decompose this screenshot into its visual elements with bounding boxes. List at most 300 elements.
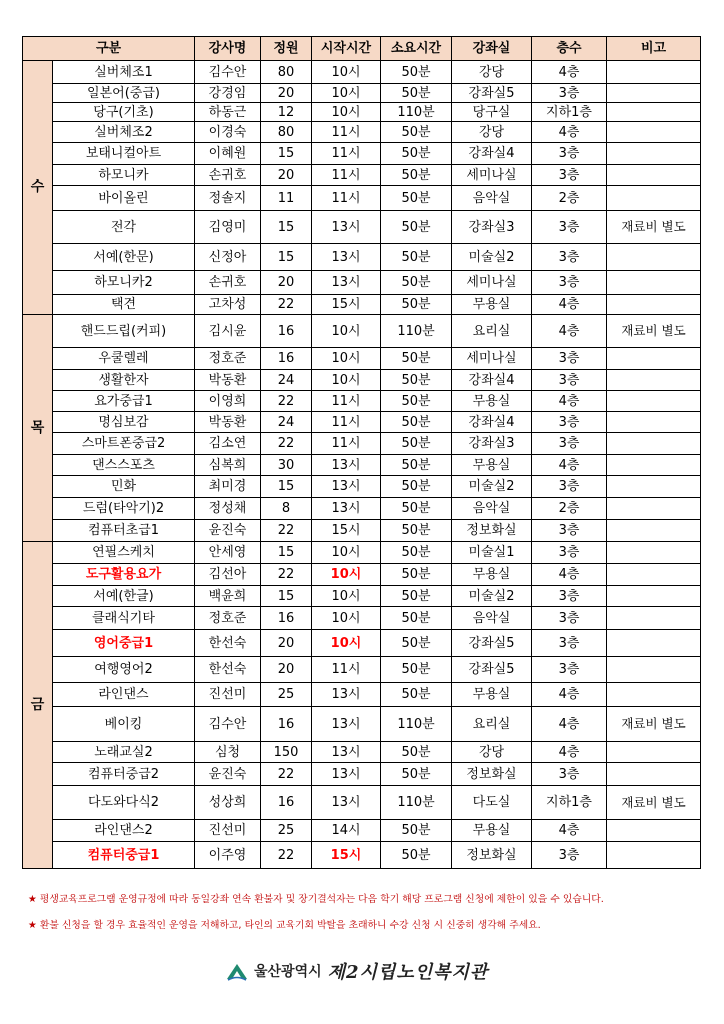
room-cell: 세미나실 — [452, 348, 532, 370]
capacity-cell: 20 — [261, 84, 312, 103]
start-time-cell: 13시 — [312, 271, 381, 295]
room-cell: 요리실 — [452, 315, 532, 348]
start-time-cell: 15시 — [312, 842, 381, 869]
floor-cell: 4층 — [532, 315, 607, 348]
room-cell: 강좌실4 — [452, 370, 532, 391]
teacher-cell: 백윤희 — [195, 586, 261, 607]
capacity-cell: 15 — [261, 211, 312, 244]
floor-cell: 4층 — [532, 742, 607, 763]
table-row — [23, 391, 701, 412]
class-name-cell: 댄스스포츠 — [53, 455, 195, 476]
capacity-cell: 15 — [261, 476, 312, 498]
room-cell: 강좌실4 — [452, 412, 532, 433]
header-floor: 층수 — [532, 37, 607, 61]
start-time-cell: 10시 — [312, 607, 381, 630]
start-time-cell: 11시 — [312, 433, 381, 455]
capacity-cell: 16 — [261, 707, 312, 742]
note-cell — [607, 84, 701, 103]
duration-cell: 50분 — [381, 295, 452, 315]
header-capacity: 정원 — [261, 37, 312, 61]
floor-cell: 3층 — [532, 520, 607, 542]
room-cell: 음악실 — [452, 186, 532, 211]
start-time-cell: 10시 — [312, 84, 381, 103]
start-time-cell: 15시 — [312, 295, 381, 315]
floor-cell: 3층 — [532, 586, 607, 607]
table-row — [23, 244, 701, 271]
room-cell: 미술실2 — [452, 244, 532, 271]
teacher-cell: 하동근 — [195, 103, 261, 122]
table-row — [23, 455, 701, 476]
room-cell: 무용실 — [452, 564, 532, 586]
header-room: 강좌실 — [452, 37, 532, 61]
floor-cell: 4층 — [532, 683, 607, 707]
note-cell: 재료비 별도 — [607, 786, 701, 820]
duration-cell: 50분 — [381, 122, 452, 143]
class-name-cell: 클래식기타 — [53, 607, 195, 630]
table-row — [23, 295, 701, 315]
class-name-cell: 요가중급1 — [53, 391, 195, 412]
mountain-logo-icon — [226, 961, 248, 981]
capacity-cell: 15 — [261, 244, 312, 271]
footer — [226, 958, 488, 984]
floor-cell: 4층 — [532, 455, 607, 476]
capacity-cell: 16 — [261, 786, 312, 820]
floor-cell: 4층 — [532, 391, 607, 412]
note-cell — [607, 763, 701, 786]
teacher-cell: 강경임 — [195, 84, 261, 103]
note-cell — [607, 122, 701, 143]
class-name-cell: 실버체조1 — [53, 61, 195, 84]
schedule-body — [23, 61, 701, 869]
capacity-cell: 24 — [261, 412, 312, 433]
start-time-cell: 13시 — [312, 498, 381, 520]
room-cell: 세미나실 — [452, 271, 532, 295]
teacher-cell: 정호준 — [195, 348, 261, 370]
table-row — [23, 433, 701, 455]
duration-cell: 50분 — [381, 742, 452, 763]
room-cell: 음악실 — [452, 607, 532, 630]
teacher-cell: 김시윤 — [195, 315, 261, 348]
duration-cell: 50분 — [381, 348, 452, 370]
class-name-cell: 하모니카2 — [53, 271, 195, 295]
table-row — [23, 315, 701, 348]
start-time-cell: 10시 — [312, 564, 381, 586]
note-cell — [607, 244, 701, 271]
room-cell: 강좌실3 — [452, 211, 532, 244]
floor-cell: 지하1층 — [532, 786, 607, 820]
floor-cell: 3층 — [532, 476, 607, 498]
day-label: 목 — [23, 315, 53, 542]
floor-cell: 3층 — [532, 412, 607, 433]
floor-cell: 3층 — [532, 607, 607, 630]
teacher-cell: 고차성 — [195, 295, 261, 315]
capacity-cell: 25 — [261, 683, 312, 707]
capacity-cell: 25 — [261, 820, 312, 842]
class-name-cell: 컴퓨터초급1 — [53, 520, 195, 542]
duration-cell: 50분 — [381, 271, 452, 295]
floor-cell: 3층 — [532, 84, 607, 103]
start-time-cell: 13시 — [312, 707, 381, 742]
duration-cell: 50분 — [381, 630, 452, 657]
capacity-cell: 16 — [261, 607, 312, 630]
start-time-cell: 11시 — [312, 391, 381, 412]
duration-cell: 50분 — [381, 498, 452, 520]
table-row — [23, 412, 701, 433]
room-cell: 무용실 — [452, 820, 532, 842]
capacity-cell: 22 — [261, 295, 312, 315]
capacity-cell: 15 — [261, 542, 312, 564]
note-cell — [607, 433, 701, 455]
duration-cell: 50분 — [381, 211, 452, 244]
start-time-cell: 13시 — [312, 455, 381, 476]
note-cell — [607, 165, 701, 186]
floor-cell: 4층 — [532, 295, 607, 315]
note-cell — [607, 607, 701, 630]
capacity-cell: 150 — [261, 742, 312, 763]
note-cell — [607, 370, 701, 391]
class-name-cell: 라인댄스2 — [53, 820, 195, 842]
table-row — [23, 348, 701, 370]
start-time-cell: 11시 — [312, 657, 381, 683]
capacity-cell: 22 — [261, 433, 312, 455]
floor-cell: 3층 — [532, 244, 607, 271]
class-name-cell: 베이킹 — [53, 707, 195, 742]
duration-cell: 50분 — [381, 244, 452, 271]
duration-cell: 50분 — [381, 165, 452, 186]
teacher-cell: 심복희 — [195, 455, 261, 476]
duration-cell: 50분 — [381, 370, 452, 391]
class-name-cell: 노래교실2 — [53, 742, 195, 763]
class-name-cell: 도구활용요가 — [53, 564, 195, 586]
floor-cell: 2층 — [532, 186, 607, 211]
table-row — [23, 542, 701, 564]
teacher-cell: 이경숙 — [195, 122, 261, 143]
table-row — [23, 657, 701, 683]
start-time-cell: 13시 — [312, 211, 381, 244]
room-cell: 세미나실 — [452, 165, 532, 186]
note-cell — [607, 498, 701, 520]
note-cell: 재료비 별도 — [607, 315, 701, 348]
capacity-cell: 8 — [261, 498, 312, 520]
note-cell — [607, 657, 701, 683]
teacher-cell: 심청 — [195, 742, 261, 763]
teacher-cell: 정호준 — [195, 607, 261, 630]
duration-cell: 50분 — [381, 542, 452, 564]
teacher-cell: 박동환 — [195, 412, 261, 433]
room-cell: 강좌실4 — [452, 143, 532, 165]
floor-cell: 3층 — [532, 842, 607, 869]
teacher-cell: 손귀호 — [195, 165, 261, 186]
table-row — [23, 143, 701, 165]
floor-cell: 4층 — [532, 707, 607, 742]
footer-org-name: 제2시립노인복지관 — [327, 962, 489, 983]
room-cell: 무용실 — [452, 455, 532, 476]
capacity-cell: 20 — [261, 657, 312, 683]
table-row — [23, 630, 701, 657]
note-cell — [607, 348, 701, 370]
note-cell — [607, 295, 701, 315]
teacher-cell: 이혜원 — [195, 143, 261, 165]
class-name-cell: 전각 — [53, 211, 195, 244]
start-time-cell: 13시 — [312, 786, 381, 820]
duration-cell: 50분 — [381, 412, 452, 433]
duration-cell: 110분 — [381, 786, 452, 820]
room-cell: 미술실2 — [452, 586, 532, 607]
room-cell: 미술실2 — [452, 476, 532, 498]
room-cell: 강좌실5 — [452, 630, 532, 657]
teacher-cell: 정성채 — [195, 498, 261, 520]
start-time-cell: 15시 — [312, 520, 381, 542]
duration-cell: 50분 — [381, 820, 452, 842]
class-name-cell: 서예(한글) — [53, 586, 195, 607]
start-time-cell: 10시 — [312, 542, 381, 564]
teacher-cell: 손귀호 — [195, 271, 261, 295]
class-name-cell: 택견 — [53, 295, 195, 315]
room-cell: 음악실 — [452, 498, 532, 520]
notice-section — [28, 893, 718, 945]
start-time-cell: 14시 — [312, 820, 381, 842]
day-label: 수 — [23, 61, 53, 315]
table-row — [23, 271, 701, 295]
duration-cell: 50분 — [381, 657, 452, 683]
table-row — [23, 84, 701, 103]
floor-cell: 3층 — [532, 271, 607, 295]
room-cell: 정보화실 — [452, 763, 532, 786]
class-name-cell: 스마트폰중급2 — [53, 433, 195, 455]
floor-cell: 3층 — [532, 630, 607, 657]
start-time-cell: 11시 — [312, 143, 381, 165]
start-time-cell: 10시 — [312, 61, 381, 84]
room-cell: 강좌실5 — [452, 657, 532, 683]
start-time-cell: 10시 — [312, 370, 381, 391]
class-name-cell: 여행영어2 — [53, 657, 195, 683]
duration-cell: 50분 — [381, 433, 452, 455]
table-row — [23, 103, 701, 122]
note-cell — [607, 842, 701, 869]
teacher-cell: 진선미 — [195, 683, 261, 707]
teacher-cell: 김선아 — [195, 564, 261, 586]
teacher-cell: 김소연 — [195, 433, 261, 455]
start-time-cell: 11시 — [312, 122, 381, 143]
note-cell — [607, 742, 701, 763]
class-name-cell: 컴퓨터중급2 — [53, 763, 195, 786]
capacity-cell: 22 — [261, 520, 312, 542]
duration-cell: 50분 — [381, 455, 452, 476]
duration-cell: 50분 — [381, 84, 452, 103]
class-name-cell: 민화 — [53, 476, 195, 498]
floor-cell: 3층 — [532, 370, 607, 391]
table-row — [23, 786, 701, 820]
start-time-cell: 13시 — [312, 683, 381, 707]
floor-cell: 4층 — [532, 820, 607, 842]
capacity-cell: 16 — [261, 315, 312, 348]
teacher-cell: 윤진숙 — [195, 763, 261, 786]
table-row — [23, 122, 701, 143]
teacher-cell: 이주영 — [195, 842, 261, 869]
capacity-cell: 80 — [261, 122, 312, 143]
table-row — [23, 564, 701, 586]
duration-cell: 50분 — [381, 586, 452, 607]
room-cell: 미술실1 — [452, 542, 532, 564]
floor-cell: 3층 — [532, 763, 607, 786]
teacher-cell: 김수안 — [195, 61, 261, 84]
note-cell — [607, 391, 701, 412]
capacity-cell: 22 — [261, 842, 312, 869]
class-name-cell: 명심보감 — [53, 412, 195, 433]
footer-city: 울산광역시 — [254, 964, 322, 980]
duration-cell: 50분 — [381, 607, 452, 630]
notice-line: ★ 평생교육프로그램 운영규정에 따라 동일강좌 연속 환불자 및 장기결석자는 다음 학기 해당 프로그램 신청에 제한이 있을 수 있습니다. — [28, 894, 604, 905]
start-time-cell: 10시 — [312, 315, 381, 348]
table-row — [23, 742, 701, 763]
start-time-cell: 11시 — [312, 186, 381, 211]
floor-cell: 3층 — [532, 657, 607, 683]
floor-cell: 지하1층 — [532, 103, 607, 122]
note-cell — [607, 564, 701, 586]
table-row — [23, 586, 701, 607]
header-start-time: 시작시간 — [312, 37, 381, 61]
class-name-cell: 바이올린 — [53, 186, 195, 211]
header-row — [23, 37, 701, 61]
note-cell — [607, 476, 701, 498]
start-time-cell: 11시 — [312, 165, 381, 186]
start-time-cell: 10시 — [312, 103, 381, 122]
note-cell — [607, 143, 701, 165]
floor-cell: 3층 — [532, 143, 607, 165]
teacher-cell: 안세영 — [195, 542, 261, 564]
room-cell: 강좌실5 — [452, 84, 532, 103]
table-row — [23, 165, 701, 186]
class-name-cell: 연필스케치 — [53, 542, 195, 564]
day-label: 금 — [23, 542, 53, 869]
duration-cell: 50분 — [381, 763, 452, 786]
floor-cell: 2층 — [532, 498, 607, 520]
capacity-cell: 12 — [261, 103, 312, 122]
duration-cell: 110분 — [381, 707, 452, 742]
room-cell: 정보화실 — [452, 520, 532, 542]
capacity-cell: 22 — [261, 763, 312, 786]
room-cell: 당구실 — [452, 103, 532, 122]
duration-cell: 50분 — [381, 842, 452, 869]
class-name-cell: 당구(기초) — [53, 103, 195, 122]
note-cell — [607, 520, 701, 542]
duration-cell: 50분 — [381, 186, 452, 211]
capacity-cell: 24 — [261, 370, 312, 391]
note-cell — [607, 412, 701, 433]
note-cell — [607, 586, 701, 607]
capacity-cell: 22 — [261, 564, 312, 586]
capacity-cell: 20 — [261, 271, 312, 295]
class-name-cell: 라인댄스 — [53, 683, 195, 707]
class-name-cell: 보태니컬아트 — [53, 143, 195, 165]
header-teacher: 강사명 — [195, 37, 261, 61]
room-cell: 무용실 — [452, 295, 532, 315]
class-name-cell: 다도와다식2 — [53, 786, 195, 820]
capacity-cell: 80 — [261, 61, 312, 84]
capacity-cell: 11 — [261, 186, 312, 211]
room-cell: 요리실 — [452, 707, 532, 742]
teacher-cell: 김수안 — [195, 707, 261, 742]
teacher-cell: 김영미 — [195, 211, 261, 244]
room-cell: 다도실 — [452, 786, 532, 820]
duration-cell: 50분 — [381, 391, 452, 412]
note-cell: 재료비 별도 — [607, 707, 701, 742]
note-cell — [607, 630, 701, 657]
note-cell — [607, 820, 701, 842]
table-row — [23, 607, 701, 630]
capacity-cell: 30 — [261, 455, 312, 476]
room-cell: 정보화실 — [452, 842, 532, 869]
table-row — [23, 683, 701, 707]
note-cell — [607, 61, 701, 84]
teacher-cell: 박동환 — [195, 370, 261, 391]
class-name-cell: 핸드드립(커피) — [53, 315, 195, 348]
start-time-cell: 13시 — [312, 244, 381, 271]
note-cell — [607, 455, 701, 476]
note-cell — [607, 542, 701, 564]
teacher-cell: 신정아 — [195, 244, 261, 271]
duration-cell: 50분 — [381, 143, 452, 165]
start-time-cell: 13시 — [312, 742, 381, 763]
start-time-cell: 11시 — [312, 412, 381, 433]
header-duration: 소요시간 — [381, 37, 452, 61]
table-row — [23, 186, 701, 211]
table-row — [23, 707, 701, 742]
teacher-cell: 윤진숙 — [195, 520, 261, 542]
table-row — [23, 476, 701, 498]
floor-cell: 3층 — [532, 165, 607, 186]
duration-cell: 110분 — [381, 315, 452, 348]
duration-cell: 50분 — [381, 476, 452, 498]
duration-cell: 50분 — [381, 61, 452, 84]
room-cell: 강당 — [452, 61, 532, 84]
class-name-cell: 일본어(중급) — [53, 84, 195, 103]
floor-cell: 3층 — [532, 433, 607, 455]
capacity-cell: 20 — [261, 165, 312, 186]
floor-cell: 3층 — [532, 348, 607, 370]
floor-cell: 3층 — [532, 542, 607, 564]
schedule-table — [22, 36, 701, 869]
table-row — [23, 211, 701, 244]
teacher-cell: 진선미 — [195, 820, 261, 842]
duration-cell: 110분 — [381, 103, 452, 122]
capacity-cell: 15 — [261, 586, 312, 607]
note-cell: 재료비 별도 — [607, 211, 701, 244]
class-name-cell: 컴퓨터중급1 — [53, 842, 195, 869]
floor-cell: 4층 — [532, 122, 607, 143]
capacity-cell: 16 — [261, 348, 312, 370]
capacity-cell: 20 — [261, 630, 312, 657]
class-name-cell: 우쿨렐레 — [53, 348, 195, 370]
capacity-cell: 22 — [261, 391, 312, 412]
start-time-cell: 13시 — [312, 476, 381, 498]
start-time-cell: 10시 — [312, 348, 381, 370]
table-row — [23, 820, 701, 842]
room-cell: 무용실 — [452, 391, 532, 412]
table-row — [23, 763, 701, 786]
table-row — [23, 370, 701, 391]
teacher-cell: 한선숙 — [195, 657, 261, 683]
room-cell: 강좌실3 — [452, 433, 532, 455]
note-cell — [607, 683, 701, 707]
table-row — [23, 520, 701, 542]
note-cell — [607, 103, 701, 122]
class-name-cell: 실버체조2 — [53, 122, 195, 143]
room-cell: 무용실 — [452, 683, 532, 707]
table-row — [23, 842, 701, 869]
teacher-cell: 최미경 — [195, 476, 261, 498]
class-name-cell: 드럼(타악기)2 — [53, 498, 195, 520]
